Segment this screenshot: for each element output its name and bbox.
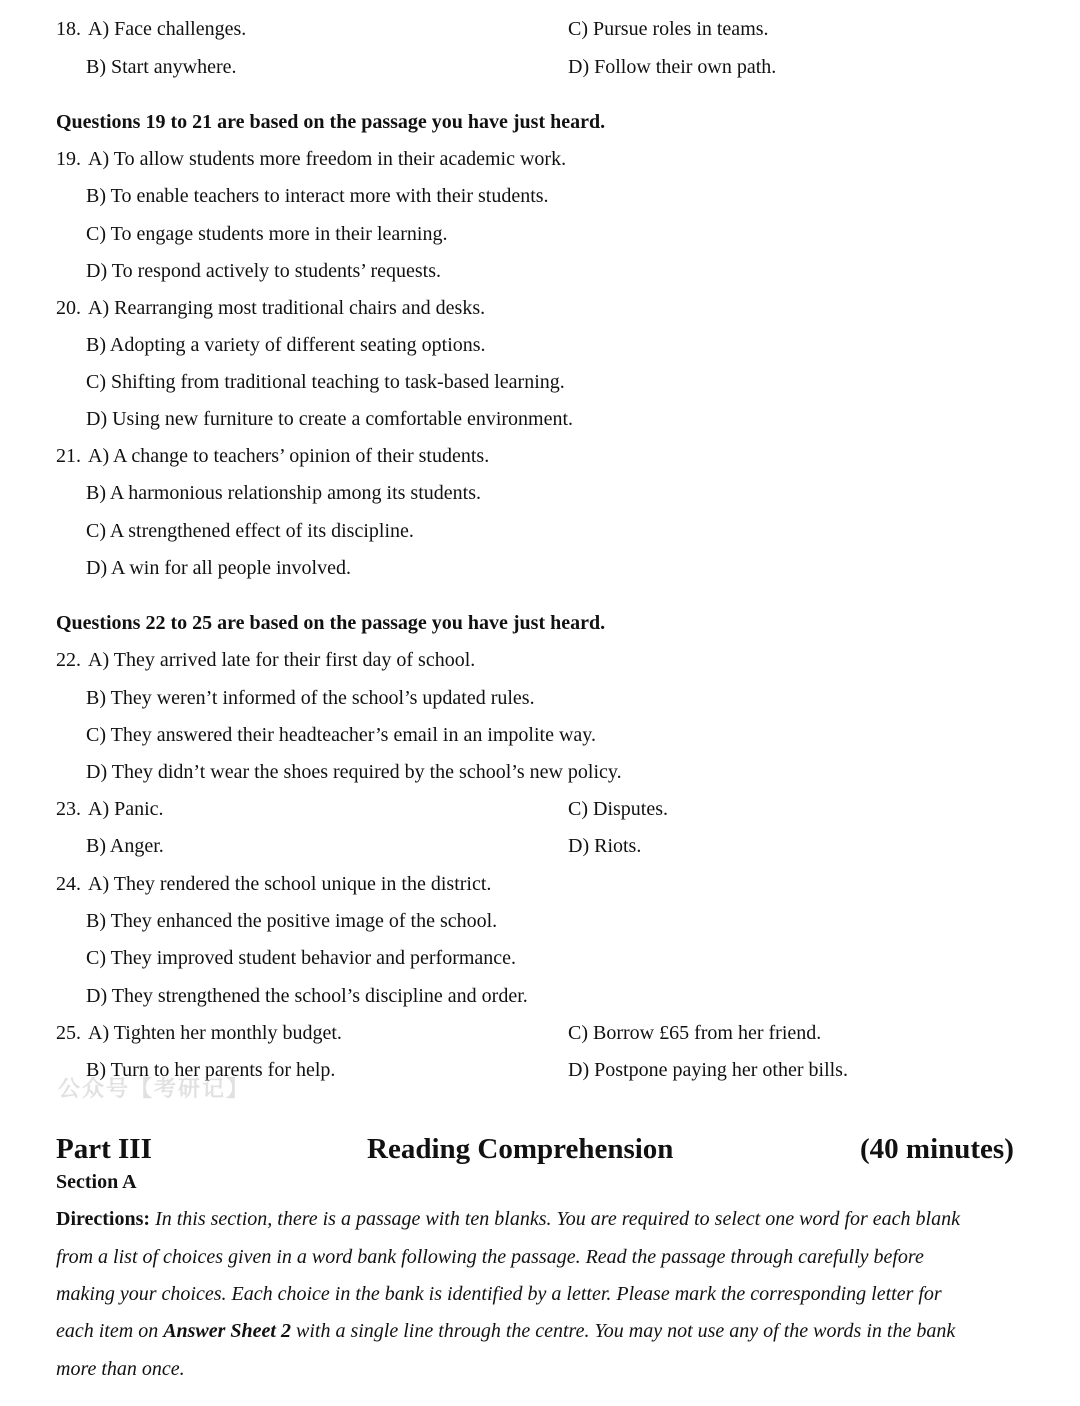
q25-option-b: B) Turn to her parents for help. [86, 1059, 336, 1081]
q23-option-b: B) Anger. [86, 835, 164, 857]
q23-option-c: C) Disputes. [568, 798, 668, 820]
part-title: Reading Comprehension [367, 1133, 674, 1165]
part-time: (40 minutes) [860, 1133, 1014, 1165]
directions-line-4: each item on Answer Sheet 2 with a single line through the centre. You may not use any of the words in the bank [56, 1320, 956, 1342]
q25-option-c: C) Borrow £65 from her friend. [568, 1022, 822, 1044]
q18-option-a: 18. A) Face challenges. [56, 18, 247, 40]
q22-option-c: C) They answered their headteacher’s email in an impolite way. [86, 724, 596, 746]
q18-option-b: B) Start anywhere. [86, 56, 237, 78]
q23-option-d: D) Riots. [568, 835, 642, 857]
directions-line-3: making your choices. Each choice in the bank is identified by a letter. Please mark the corresponding letter for [56, 1283, 942, 1305]
q20-option-b: B) Adopting a variety of different seating options. [86, 334, 486, 356]
watermark: 公众号【考研记】 [58, 1077, 251, 1102]
q22-option-d: D) They didn’t wear the shoes required by the school’s new policy. [86, 761, 622, 783]
q21-option-b: B) A harmonious relationship among its students. [86, 482, 481, 504]
section-heading-22-25: Questions 22 to 25 are based on the passage you have just heard. [56, 612, 606, 634]
q18-option-d: D) Follow their own path. [568, 56, 777, 78]
section-heading-19-21: Questions 19 to 21 are based on the passage you have just heard. [56, 111, 606, 133]
q25-option-a: 25. A) Tighten her monthly budget. [56, 1022, 342, 1044]
directions-line-2: from a list of choices given in a word bank following the passage. Read the passage through carefully before [56, 1246, 924, 1268]
q24-option-a: 24. A) They rendered the school unique in the district. [56, 873, 492, 895]
q25-option-d: D) Postpone paying her other bills. [568, 1059, 848, 1081]
q22-option-b: B) They weren’t informed of the school’s updated rules. [86, 687, 535, 709]
q24-option-c: C) They improved student behavior and performance. [86, 947, 517, 969]
q19-option-b: B) To enable teachers to interact more with their students. [86, 185, 549, 207]
section-label: Section A [56, 1171, 137, 1193]
q20-option-a: 20. A) Rearranging most traditional chairs and desks. [56, 297, 486, 319]
q19-option-d: D) To respond actively to students’ requests. [86, 260, 442, 282]
q21-option-d: D) A win for all people involved. [86, 557, 351, 579]
directions-line-1: Directions: In this section, there is a passage with ten blanks. You are required to select one word for each blank [56, 1208, 960, 1230]
part-label: Part III [56, 1133, 152, 1165]
q24-option-b: B) They enhanced the positive image of the school. [86, 910, 498, 932]
q22-option-a: 22. A) They arrived late for their first day of school. [56, 649, 476, 671]
q18-option-c: C) Pursue roles in teams. [568, 18, 769, 40]
q23-option-a: 23. A) Panic. [56, 798, 164, 820]
q24-option-d: D) They strengthened the school’s discipline and order. [86, 985, 528, 1007]
q19-option-c: C) To engage students more in their learning. [86, 223, 448, 245]
q21-option-c: C) A strengthened effect of its discipline. [86, 520, 414, 542]
directions-line-5: more than once. [56, 1358, 185, 1380]
q19-option-a: 19. A) To allow students more freedom in their academic work. [56, 148, 567, 170]
q20-option-d: D) Using new furniture to create a comfortable environment. [86, 408, 574, 430]
q21-option-a: 21. A) A change to teachers’ opinion of their students. [56, 445, 490, 467]
q20-option-c: C) Shifting from traditional teaching to task-based learning. [86, 371, 565, 393]
